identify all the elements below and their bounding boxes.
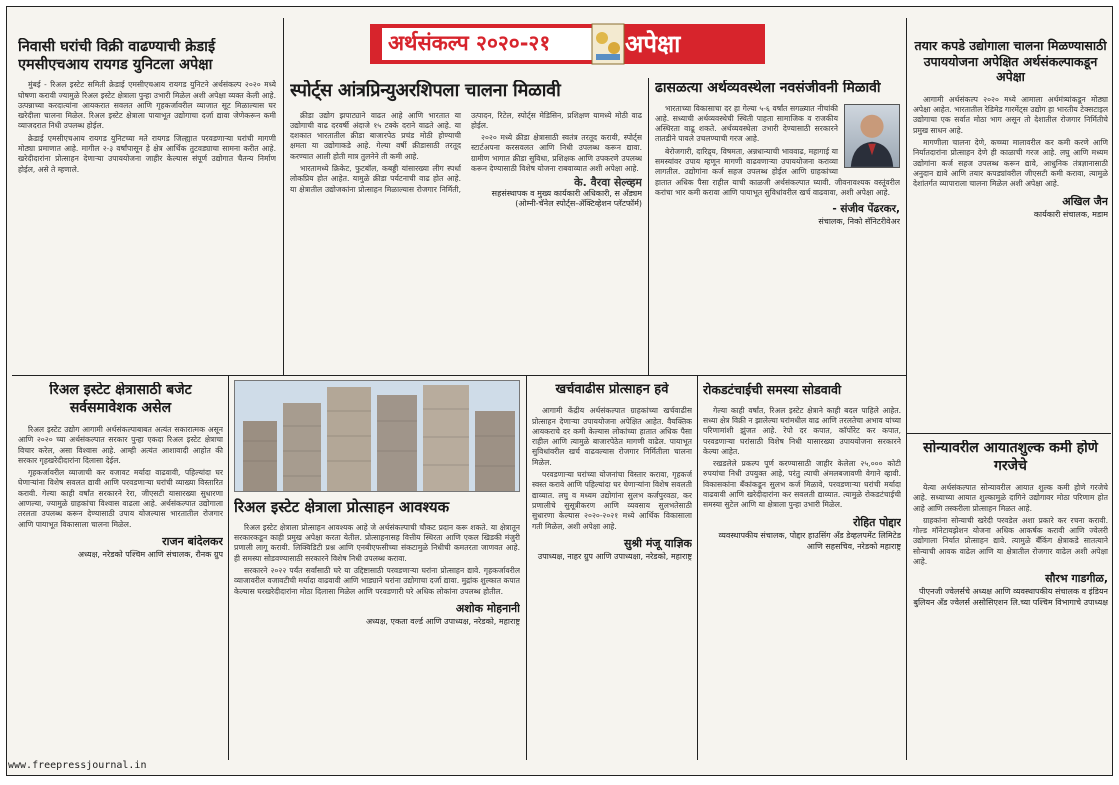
- banner-title: अर्थसंकल्प २०२०-२१: [388, 31, 551, 55]
- author-designation: उपाध्यक्ष, नाहर ग्रुप आणि उपाध्यक्षा, नरेडको, महाराष्ट्र: [537, 551, 692, 561]
- article-realty-boost: [234, 380, 520, 758]
- article-paragraph: मुंबई - रिअल इस्टेट समिती क्रेडाई एमसीएचआय रायगड युनिटने अर्थसंकल्प २०२० मध्ये घोषणा करावी ज्यामुळे रिअल इस्टेट क्षेत्राला पुन्हा उभारी मिळेल अशी अपेक्षा व्यक्त केली आहे. उत्पन्नाच्या करदात्यांना आयकरात सवलत आणि गृहकर्जावरील व्याजात सूट मिळाल्यास घर खरेदीला चालना मिळेल. रिअल इस्टेट क्षेत्राला पायाभूत उद्योगाचा दर्जा द्यावा जेणेकरून कमी व्याजदरात निधी उपलब्ध होईल.: [18, 80, 276, 131]
- author-designation: कार्यकारी संचालक, मडाम: [1033, 209, 1108, 219]
- article-headline: सोन्यावरील आयातशुल्क कमी होणे गरजेचे: [923, 440, 1098, 474]
- banner-subtitle: अपेक्षा: [625, 30, 681, 58]
- article-headline: स्पोर्ट्स आंत्रप्रिन्युअरशिपला चालना मिळावी: [290, 80, 561, 101]
- article-paragraph: क्रेडाई एमसीएचआय रायगड युनिटच्या मते रायगड जिल्ह्यात परवडणाऱ्या घरांची मागणी मोठ्या प्रमाणात आहे. मागील २-३ वर्षांपासून हे क्षेत्र आर्थिक तुटवड्याचा सामना करीत आहे. खरेदीदारांना प्रोत्साहन देणाऱ्या उपाययोजना जाहीर केल्यास संपूर्ण उद्योगात चैतन्य निर्माण होईल, असे ते म्हणाले.: [18, 133, 276, 174]
- author-designation: अध्यक्ष, नरेडको पश्चिम आणि संचालक, रौनक ग्रुप: [77, 549, 223, 559]
- author-name: सुश्री मंजू याज्ञिक: [623, 536, 692, 550]
- article-paragraph: रिअल इस्टेट क्षेत्राला प्रोत्साहन आवश्यक आहे जे अर्थसंकल्पाची चौकट प्रदान करू शकते. या क्षेत्रातून सरकारकडून काही प्रमुख अपेक्षा करता येतील. प्रोत्साहनासह वित्तीय स्थिरता आणि एकल खिडकी मंजुरी प्रणाली लागू करावी. लिक्विडिटी प्रश्न आणि एनबीएफसीच्या संकटामुळे निधीची कमतरता जाणवत आहे. ही समस्या सोडवण्यासाठी सरकारने विशेष निधी उपलब्ध करावा.: [234, 522, 520, 563]
- article-paragraph: भारतामध्ये क्रिकेट, फुटबॉल, कबड्डी यांसारख्या लीग स्पर्धा लोकप्रिय होत आहेत. यामुळे क्रीडा पर्यटनाची वाढ होत आहे. या क्षेत्रातील उद्योजकांना प्रोत्साहन मिळाल्यास रोजगार निर्मिती, उत्पादन, रिटेल, स्पोर्ट्स मेडिसिन, प्रशिक्षण यामध्ये मोठी वाढ होईल.: [290, 110, 642, 194]
- source-url: www.freepressjournal.in: [8, 760, 147, 771]
- author-name: अशोक मोहनानी: [455, 601, 520, 615]
- author-designation: पीएनजी ज्वेलर्सचे अध्यक्ष आणि व्यवस्थापकीय संचालक व इंडियन बुलियन अँड ज्वेलर्स असोसिएशन लि.च्या पश्चिम विभागाचे उपाध्यक्ष: [913, 587, 1108, 608]
- article-headline: तयार कपडे उद्योगाला चालना मिळण्यासाठी उपाययोजना अपेक्षित अर्थसंकल्पाकडून अपेक्षा: [914, 38, 1107, 85]
- author-name: राजन बांदेलकर: [162, 534, 223, 548]
- column-rule: [697, 375, 698, 760]
- article-body: [913, 483, 1108, 567]
- author-designation: संचालक, निको सॅनिटरीवेअर: [818, 217, 900, 227]
- author-name: रोहित पोद्दार: [853, 515, 901, 529]
- article-body: [18, 80, 276, 175]
- article-credai: [18, 38, 276, 370]
- budget-banner: [370, 18, 765, 72]
- article-paragraph: गृहकर्जावरील व्याजाची कर वजावट मर्यादा वाढवावी, पहिल्यांदा घर घेणाऱ्यांना विशेष सवलत द्यावी आणि परवडणाऱ्या घरांची व्याख्या विस्तारित करावी. गेल्या काही वर्षांत सरकारने रेरा, जीएसटी यासारख्या सुधारणा आणल्या, ज्यामुळे ग्राहकांचा विश्वास वाढला आहे. अर्थसंकल्पात उद्योगाला तरलता उपलब्ध करून देण्यासाठी उपाय योजल्यास भारतातील रोजगार आणि पायाभूत विकासाला चालना मिळेल.: [18, 468, 223, 529]
- article-headline: रिअल इस्टेट क्षेत्राला प्रोत्साहन आवश्यक: [234, 498, 450, 516]
- article-paragraph: रखडलेले प्रकल्प पूर्ण करण्यासाठी जाहीर केलेला २५,००० कोटी रुपयांचा निधी उपयुक्त आहे, परंतु त्याची अंमलबजावणी वेगाने व्हावी. विकासकांना बँकांकडून सुलभ कर्ज मिळावे, परवडणाऱ्या घरांची मर्यादा वाढवावी आणि खरेदीदारांना कर सवलती द्याव्यात. त्यामुळे रोकडटंचाईची समस्या सुटेल आणि या क्षेत्राला पुन्हा उभारी मिळेल.: [703, 459, 901, 510]
- article-paragraph: गेल्या काही वर्षांत, रिअल इस्टेट क्षेत्राने काही बदल पाहिले आहेत. सध्या क्षेत्र विक्री न झालेल्या घरांमधील वाढ आणि तरलतेचा अभाव यांच्या परिणामांशी झुंजत आहे. रेपो दर कपात, कॉर्पोरेट कर कपात, परवडणाऱ्या घरांसाठी विशेष निधी यासारख्या उपाययोजना सरकारने केल्या आहेत.: [703, 405, 901, 456]
- author-name: - संजीव पेंढरकर,: [832, 203, 900, 216]
- article-headline: रोकडटंचाईची समस्या सोडवावी: [703, 382, 842, 397]
- article-body: [703, 406, 901, 511]
- article-paragraph: क्रीडा उद्योग झपाट्याने वाढत आहे आणि भारतात या उद्योगाची वाढ दरवर्षी अंदाजे १५ टक्के दराने वाढते आहे. या दशकात भारतातील क्रीडा बाजारपेठ प्रचंड मोठी होण्याची क्षमता या उद्योगाकडे आहे. गेल्या वर्षी क्रीडासाठी तरतूद करण्यात आली होती मात्र तुलनेने ती कमी आहे.: [290, 110, 461, 161]
- column-rule: [526, 375, 527, 760]
- article-body: [532, 406, 692, 532]
- coins-illustration-icon: [590, 18, 626, 72]
- person-portrait-icon: [845, 105, 899, 167]
- article-paragraph: रिअल इस्टेट उद्योग आगामी अर्थसंकल्पाबाबत अत्यंत सकारात्मक असून आणि २०२० च्या अर्थसंकल्पात सरकार पुन्हा एकदा रिअल इस्टेट क्षेत्राचा विचार करेल, असा विश्वास आहे. आम्ही अत्यंत आशावादी आहोत की सरकार गृहखरेदीदारांना दिलासा देईल.: [18, 425, 223, 465]
- author-designation: व्यवस्थापकीय संचालक, पोद्दार हाउसिंग अँड डेव्हलपमेंट लिमिटेड आणि सहसचिव, नरेडको महाराष्ट्र: [718, 530, 901, 551]
- article-realty-inclusive: [18, 382, 223, 757]
- article-paragraph: येत्या अर्थसंकल्पात सोन्यावरील आयात शुल्क कमी होणे गरजेचे आहे. सध्याच्या आयात शुल्कामुळे दागिने उद्योगावर मोठा परिणाम होत आहे आणि तस्करीला प्रोत्साहन मिळत आहे.: [913, 483, 1108, 513]
- buildings-photo: [234, 380, 520, 492]
- author-name: के. वैरवा सेल्व्हम: [574, 176, 642, 190]
- article-headline: निवासी घरांची विक्री वाढण्याची क्रेडाई एमसीएचआय रायगड युनिटला अपेक्षा: [18, 39, 216, 74]
- column-rule: [228, 375, 229, 760]
- article-paragraph: आगामी अर्थसंकल्प २०२० मध्ये आमाला अर्थमंत्र्यांकडून मोठ्या अपेक्षा आहेत. भारतातील रेडिमेड गारमेंट्स उद्योग हा भारतीय टेक्सटाइल उद्योगाचा एक सर्वात मोठा भाग असून तो देशातील रोजगार निर्मितीचे प्रमुख साधन आहे.: [913, 94, 1108, 135]
- article-body: [18, 425, 223, 530]
- article-headline: ढासळत्या अर्थव्यवस्थेला नवसंजीवनी मिळावी: [655, 80, 881, 96]
- article-headline: रिअल इस्टेट क्षेत्रासाठी बजेट सर्वसमावेशक असेल: [49, 382, 192, 416]
- article-body: [913, 95, 1108, 190]
- article-paragraph: बेरोजगारी, दारिद्र्य, विषमता, अन्नधान्याची भाववाढ, महागाई या समस्यांवर उपाय म्हणून मागणी वाढवणाऱ्या उपाययोजना कराव्या लागतील. उद्योगांना कर्ज सहज उपलब्ध होईल आणि ग्राहकांच्या हातात अधिक पैसा राहील याची काळजी अर्थसंकल्पात घ्यावी. जीवनावश्यक वस्तूंवरील करांचा भार कमी करावा आणि पायाभूत सुविधांवरील खर्च वाढवावा, अशी अपेक्षा आहे.: [655, 146, 900, 197]
- article-garments: [913, 38, 1108, 428]
- author-designation: सहसंस्थापक व मुख्य कार्यकारी अधिकारी, स अँड्यम (ओम्नी-चॅनेल स्पोर्ट्स-ॲक्टिव्हेशन प्लॅटफॉर्म): [491, 188, 642, 208]
- article-paragraph: मागणीला चालना देणे, कच्च्या मालावरील कर कमी करणे आणि निर्यातदारांना प्रोत्साहन देणे ही काळाची गरज आहे. लघु आणि मध्यम उद्योगांना कर्ज सहज उपलब्ध करून द्यावे, आधुनिक तंत्रज्ञानासाठी अनुदान द्यावे आणि तयार कपड्यांवरील जीएसटी कमी करावा, त्यामुळे देशांतर्गत व्यापाराला चालना मिळेल अशी अपेक्षा आहे.: [913, 138, 1108, 189]
- row-rule: [906, 433, 1111, 434]
- author-designation: अध्यक्ष, एकता वर्ल्ड आणि उपाध्यक्ष, नरेडको, महाराष्ट्र: [365, 616, 520, 626]
- column-rule: [648, 78, 649, 375]
- article-paragraph: परवडणाऱ्या घरांच्या योजनांचा विस्तार करावा, गृहकर्ज स्वस्त करावे आणि पहिल्यांदा घर घेणाऱ्यांना विशेष सवलती द्याव्यात. लघु व मध्यम उद्योगांना सुलभ कर्जपुरवठा, कर प्रणालीचे सुसूत्रीकरण आणि व्यवसाय सुलभतेसाठी सुधारणा केल्यास २०२०-२०२१ मध्ये आर्थिक विकासाला गती मिळेल, अशी अपेक्षा आहे.: [532, 470, 692, 531]
- article-cash-crunch: [703, 382, 901, 757]
- author-name: अखिल जैन: [1062, 194, 1108, 208]
- author-photo: [844, 104, 900, 168]
- row-rule: [12, 375, 906, 376]
- article-paragraph: आगामी केंद्रीय अर्थसंकल्पात ग्राहकांच्या खर्चवाढीस प्रोत्साहन देणाऱ्या उपाययोजना अपेक्षित आहेत. वैयक्तिक आयकराचे दर कमी केल्यास लोकांच्या हातात अधिक पैसा राहील आणि त्यामुळे बाजारपेठेत मागणी वाढेल. पायाभूत सुविधांवरील खर्च वाढवल्यास रोजगार निर्मितीला चालना मिळेल.: [532, 406, 692, 467]
- article-sports: [290, 80, 642, 372]
- column-rule: [283, 18, 284, 375]
- article-paragraph: २०२० मध्ये क्रीडा क्षेत्रासाठी स्वतंत्र तरतूद करावी, स्पोर्ट्स स्टार्टअपना करसवलत आणि निधी उपलब्ध करून द्यावा. ग्रामीण भागात क्रीडा सुविधा, प्रशिक्षक आणि उपकरणे उपलब्ध करून देण्यासाठी विशेष योजना राबवाव्यात अशी अपेक्षा आहे.: [471, 133, 642, 173]
- article-economy: [655, 80, 900, 372]
- author-name: सौरभ गाडगीळ,: [1045, 572, 1108, 586]
- article-headline: खर्चवाढीस प्रोत्साहन हवे: [555, 382, 669, 397]
- article-spending: [532, 382, 692, 757]
- column-rule: [906, 18, 907, 760]
- skyscrapers-illustration-icon: [235, 381, 520, 492]
- article-body: [234, 523, 520, 597]
- article-paragraph: ग्राहकांना सोन्याची खरेदी परवडेल अशा प्रकारे कर रचना करावी. गोल्ड मॉनेटायझेशन योजना अधिक आकर्षक करावी आणि ज्वेलरी उद्योगाला निर्यात प्रोत्साहन द्यावे. त्यामुळे बँकिंग क्षेत्राकडे सातत्याने सोन्याची आवक वाढेल आणि या क्षेत्रातील रोजगार वाढेल अशी अपेक्षा आहे.: [913, 515, 1108, 567]
- article-body: [290, 111, 642, 210]
- article-paragraph: सरकारने २०२२ पर्यंत सर्वांसाठी घरे या उद्दिष्टासाठी परवडणाऱ्या घरांना प्रोत्साहन द्यावे. गृहकर्जावरील व्याजावरील वजावटीची मर्यादा वाढवावी आणि भाड्याने घरांना उद्योगाचा दर्जा द्यावा. मुद्रांक शुल्कात कपात केल्यास घरखरेदीदारांना मोठा दिलासा मिळेल आणि परवडणारी घरे अधिक लोकांना उपलब्ध होतील.: [234, 565, 520, 596]
- article-gold: [913, 440, 1108, 758]
- article-paragraph: भारताच्या विकासाचा दर हा गेल्या ५-६ वर्षांत सगळ्यात नीचांकी आहे. सध्याची अर्थव्यवस्थेची स्थिती पाहता सामाजिक व राजकीय अस्थिरता वाढू शकते. अर्थव्यवस्थेला उभारी देण्यासाठी सरकारने तातडीने पावले उचलण्याची गरज आहे.: [655, 103, 838, 144]
